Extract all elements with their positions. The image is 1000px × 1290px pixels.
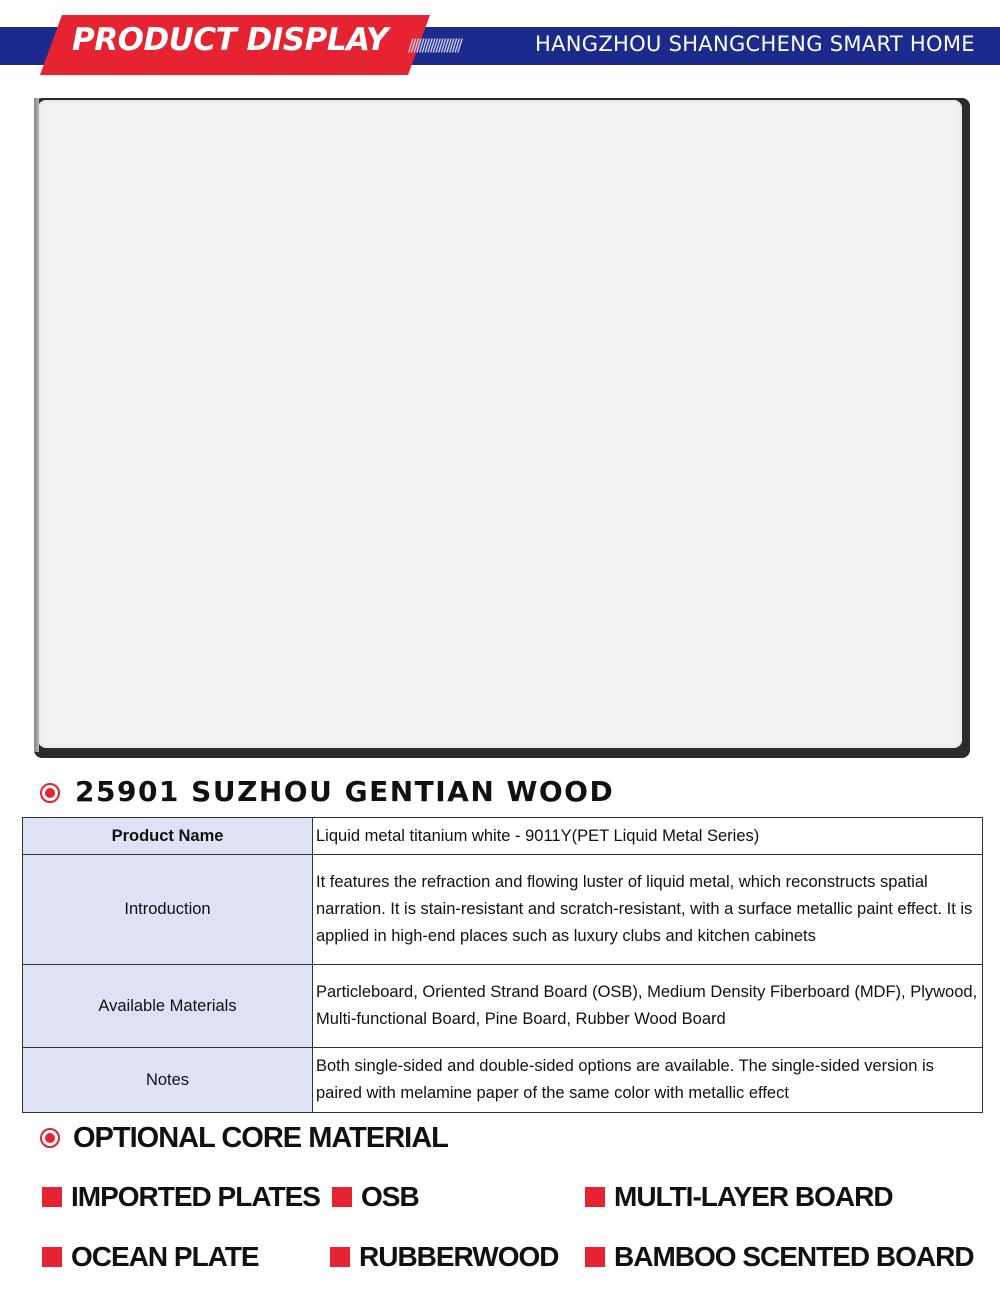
row-value: Liquid metal titanium white - 9011Y(PET Liquid Metal Series)	[313, 818, 983, 855]
red-square-icon	[332, 1187, 352, 1207]
row-label: Notes	[23, 1048, 313, 1113]
red-square-icon	[42, 1187, 62, 1207]
core-material-heading: OPTIONAL CORE MATERIAL	[73, 1122, 448, 1154]
material-item	[585, 1241, 974, 1273]
company-name: HANGZHOU SHANGCHENG SMART HOME	[535, 32, 975, 56]
material-label: MULTI-LAYER BOARD	[614, 1181, 893, 1212]
bullet-icon	[40, 783, 60, 803]
material-item	[585, 1181, 893, 1213]
banner-decoration: ///////////////////	[408, 36, 460, 56]
row-value: It features the refraction and flowing luster of liquid metal, which reconstructs spatial narration. It is stain-resistant and scratch-resistant, with a surface metallic paint effect. It is applied in high-end places such as luxury clubs and kitchen cabinets	[313, 855, 983, 965]
table-row	[23, 855, 983, 965]
material-item	[332, 1181, 419, 1213]
red-square-icon	[585, 1187, 605, 1207]
red-square-icon	[42, 1247, 62, 1267]
red-square-icon	[585, 1247, 605, 1267]
product-image-edge	[34, 98, 39, 752]
header-banner	[0, 0, 1000, 80]
table-row	[23, 965, 983, 1048]
product-heading: 25901 SUZHOU GENTIAN WOOD	[75, 775, 615, 808]
product-spec-table	[22, 817, 983, 1113]
table-row	[23, 1048, 983, 1113]
material-label: IMPORTED PLATES	[71, 1181, 320, 1212]
material-item	[42, 1181, 320, 1213]
material-item	[42, 1241, 259, 1273]
row-label: Available Materials	[23, 965, 313, 1048]
material-label: BAMBOO SCENTED BOARD	[614, 1241, 974, 1272]
material-label: RUBBERWOOD	[359, 1241, 559, 1272]
row-value: Particleboard, Oriented Strand Board (OSB), Medium Density Fiberboard (MDF), Plywood, Multi-functional Board, Pine Board, Rubber Wood Board	[313, 965, 983, 1048]
banner-title: PRODUCT DISPLAY	[72, 22, 388, 58]
row-label: Introduction	[23, 855, 313, 965]
material-label: OCEAN PLATE	[71, 1241, 259, 1272]
row-value: Both single-sided and double-sided options are available. The single-sided version is paired with melamine paper of the same color with metallic effect	[313, 1048, 983, 1113]
material-item	[330, 1241, 558, 1273]
product-image	[38, 100, 962, 748]
red-square-icon	[330, 1247, 350, 1267]
material-label: OSB	[361, 1181, 419, 1212]
row-label: Product Name	[23, 818, 313, 855]
bullet-icon	[40, 1128, 60, 1148]
table-row	[23, 818, 983, 855]
